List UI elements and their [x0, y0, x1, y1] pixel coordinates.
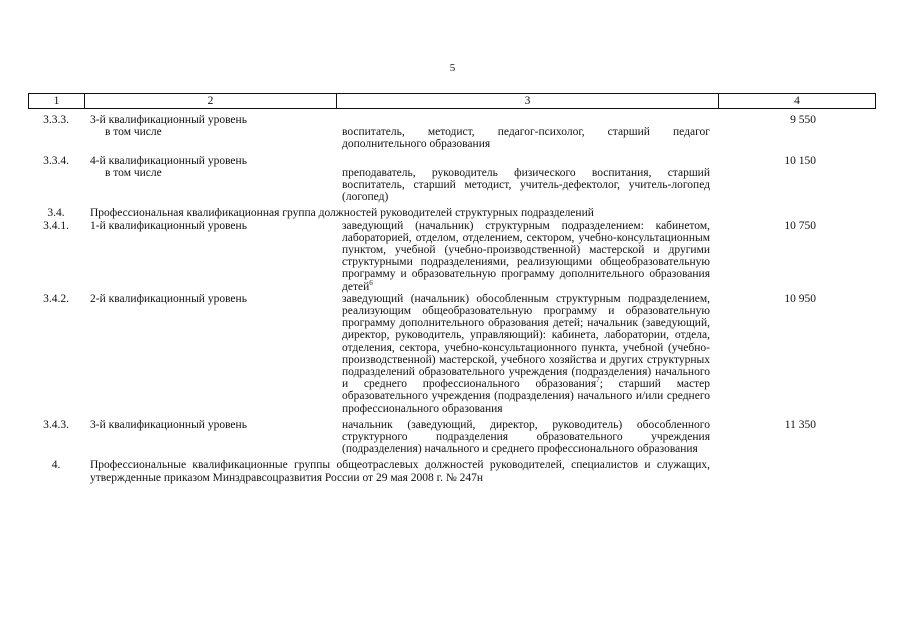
table-row [28, 114, 876, 126]
row-number: 4. [51, 459, 61, 472]
table-row [28, 155, 876, 167]
table-body [28, 114, 876, 484]
table-row [28, 167, 876, 204]
header-col-4: 4 [794, 95, 800, 107]
row-group-title: Профессиональные квалификационные группы общеотраслевых должностей руководителей, специалистов и служащих, утвержденные приказом Минздравсоцразвития России от 29 мая 2008 г. № 247н [90, 459, 710, 484]
row-number: 3.4. [47, 207, 65, 220]
row-value: 11 350 [784, 418, 816, 431]
table-row [28, 459, 876, 483]
row-name: в том числе [105, 126, 162, 139]
table-row [28, 207, 876, 219]
row-name: 3-й квалификационный уровень [90, 114, 247, 126]
row-name: 2-й квалификационный уровень [90, 292, 247, 305]
table-row [28, 220, 876, 293]
row-positions: заведующий (начальник) структурным подразделением: кабинетом, лабораторией, отделом, отделением, сектором, учебно-консультационным пунктом, учебной (учебно-производственной) мастерской и другими структурными подразделениями, реализующими общеобразовательную программу и образовательную программу дополнительного образования детей$^6$ [342, 219, 710, 293]
header-col-1: 1 [29, 94, 85, 108]
row-positions: преподаватель, руководитель физического воспитания, старший воспитатель, старший методист, учитель-дефектолог, учитель-логопед (логопед) [342, 166, 710, 204]
row-value: 10 150 [784, 154, 816, 167]
table-row [28, 126, 876, 150]
row-positions: заведующий (начальник) обособленным структурным подразделением, реализующим общеобразовательную программу и образовательную программу дополнительного образования детей; начальник (заведующий, директор, руководитель, управляющий): кабинета, лаборатории, отдела, отделения, сектора, учебно-консультационного пункта, учебной (учебно-производственной) мастерской, учебного хозяйства и других структурных подразделений образовательного учреждения (подразделения) начального и среднего профессионального образования$^7$; старший мастер образовательного учреждения (подразделения) начального и/или среднего профессионального образования [342, 292, 710, 415]
table-row [28, 293, 876, 415]
table-header [28, 93, 876, 109]
row-name: в том числе [105, 166, 162, 179]
row-name: 1-й квалификационный уровень [90, 219, 247, 232]
header-col-2: 2 [85, 94, 337, 108]
row-number: 3.4.3. [43, 418, 69, 431]
header-col-3: 3 [337, 94, 719, 108]
row-value: 9 550 [790, 114, 816, 126]
footnote-mark: 6 [369, 278, 373, 287]
footnote-mark: 7 [596, 376, 600, 385]
row-positions: начальник (заведующий, директор, руководитель) обособленного структурного подразделения образовательного учреждения (подразделения) начального и среднего профессионального образования [342, 418, 710, 456]
row-value: 10 950 [784, 292, 816, 305]
table-row [28, 419, 876, 456]
row-name: 3-й квалификационный уровень [90, 418, 247, 431]
page-number: 5 [449, 62, 456, 74]
row-group-title: Профессиональная квалификационная группа должностей руководителей структурных подразделений [90, 207, 594, 220]
row-positions: воспитатель, методист, педагог-психолог, старший педагог дополнительного образования [342, 126, 710, 151]
row-value: 10 750 [784, 219, 816, 232]
row-number: 3.4.2. [43, 292, 69, 305]
row-number: 3.3.3. [43, 114, 69, 126]
row-name: 4-й квалификационный уровень [90, 154, 247, 167]
row-number: 3.4.1. [43, 219, 69, 232]
row-number: 3.3.4. [43, 154, 69, 167]
